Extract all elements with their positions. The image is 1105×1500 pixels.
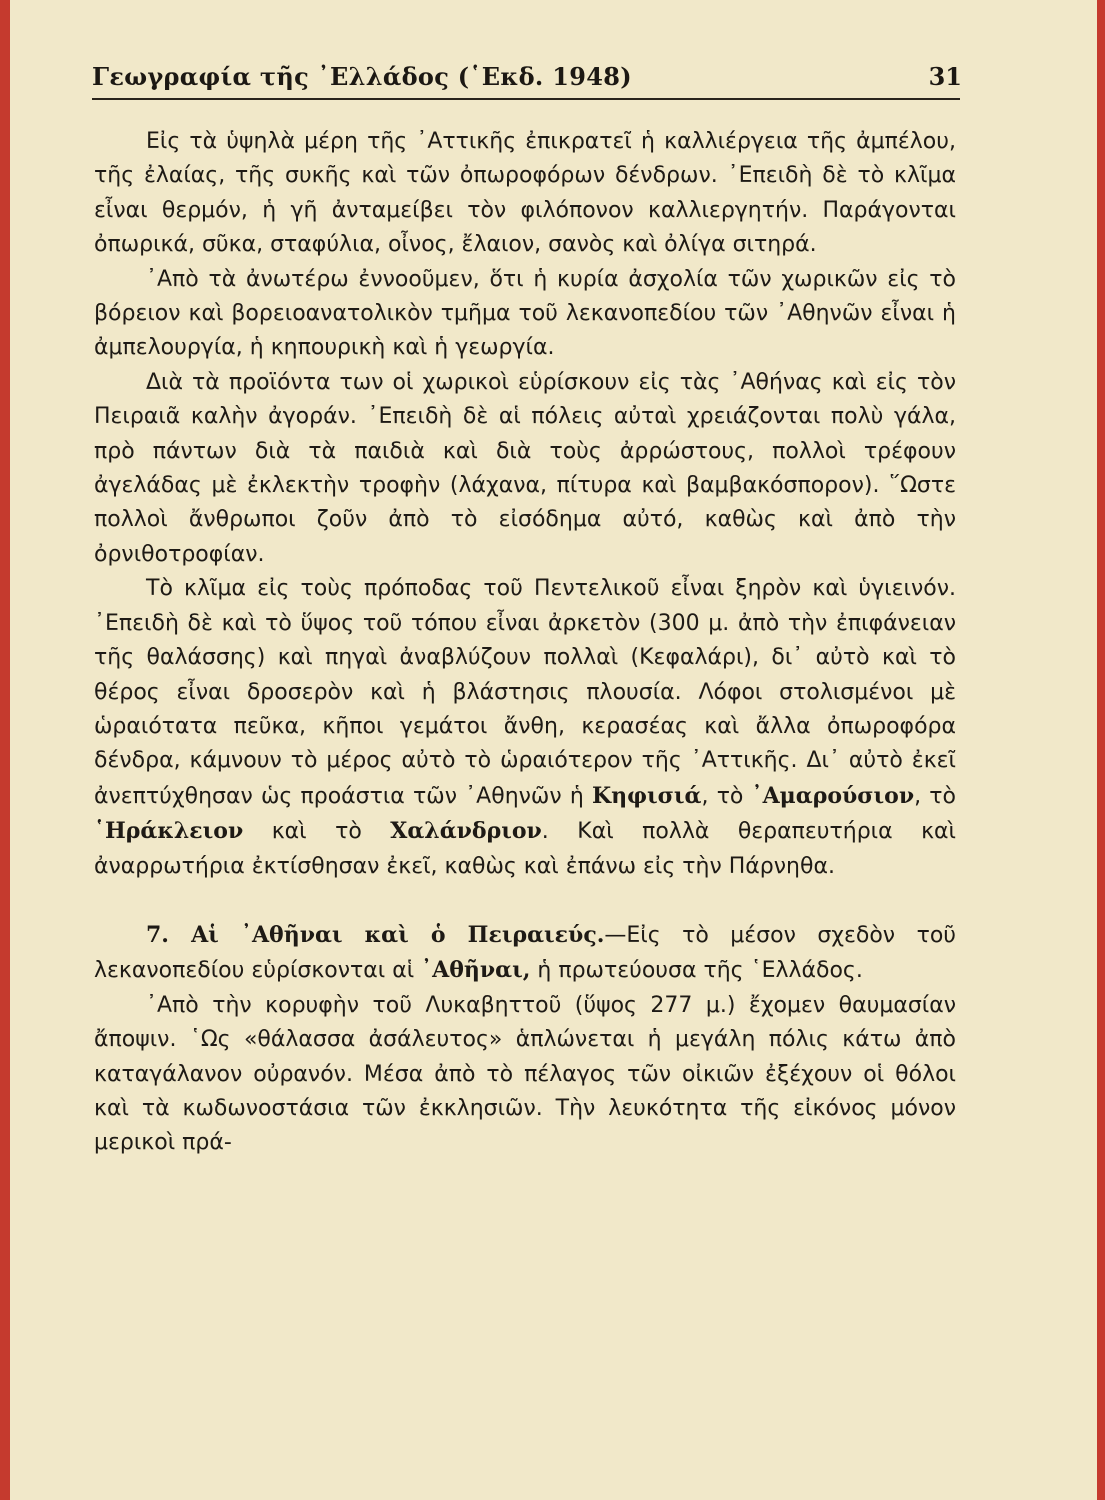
place-name: Κηφισιά	[592, 782, 702, 809]
paragraph-text: , τὸ	[701, 783, 752, 809]
header-rule	[92, 98, 960, 100]
section-text: ἡ πρωτεύουσα τῆς ῾Ελλάδος.	[530, 958, 863, 984]
page-edge-left	[0, 0, 10, 1500]
paragraph: ᾿Απὸ τὰ ἀνωτέρω ἐννοοῦμεν, ὅτι ἡ κυρία ἀσχολία τῶν χωρικῶν εἰς τὸ βόρειον καὶ βορειοανατολικὸν τμῆμα τοῦ λεκανοπεδίου τῶν ᾿Αθηνῶν εἶναι ἡ ἀμπελουργία, ἡ κηπουρικὴ καὶ ἡ γεωργία.	[94, 266, 956, 361]
paragraph-text: , τὸ	[914, 783, 957, 809]
paragraph-text: καὶ τὸ	[243, 819, 391, 845]
page-number: 31	[928, 62, 962, 91]
paragraph: ᾿Απὸ τὴν κορυφὴν τοῦ Λυκαβηττοῦ (ὕψος 277 μ.) ἔχομεν θαυμασίαν ἄποψιν. ῾Ως «θάλασσα ἀσάλευτος» ἁπλώνεται ἡ μεγάλη πόλις κάτω ἀπὸ καταγάλανον οὐρανόν. Μέσα ἀπὸ τὸ πέλαγος τῶν οἰκιῶν ἐξέχουν οἱ θόλοι καὶ τὰ κωδωνοστάσια τῶν ἐκκλησιῶν. Τὴν λευκότητα τῆς εἰκόνος μόνον μερικοὶ πρά-	[94, 992, 956, 1156]
place-name: ᾿Αμαρούσιον	[751, 782, 915, 809]
paragraph: Εἰς τὰ ὑψηλὰ μέρη τῆς ᾿Αττικῆς ἐπικρατεῖ ἡ καλλιέργεια τῆς ἀμπέλου, τῆς ἐλαίας, τῆς συκῆς καὶ τῶν ὀπωροφόρων δένδρων. ᾿Επειδὴ δὲ τὸ κλῖμα εἶναι θερμόν, ἡ γῆ ἀνταμείβει τὸν φιλόπονον καλλιεργητήν. Παράγονται ὀπωρικά, σῦκα, σταφύλια, οἶνος, ἔλαιον, σανὸς καὶ ὀλίγα σιτηρά.	[94, 129, 956, 258]
header-title: Γεωγραφία τῆς ᾿Ελλάδος (῾Εκδ. 1948)	[92, 62, 632, 91]
place-name: ᾿Αθῆναι,	[421, 957, 531, 984]
section-paragraph	[94, 918, 956, 989]
paragraph	[94, 572, 956, 884]
place-name: ῾Ηράκλειον	[94, 818, 244, 845]
paragraph: Διὰ τὰ προϊόντα των οἱ χωρικοὶ εὑρίσκουν εἰς τὰς ᾿Αθήνας καὶ εἰς τὸν Πειραιᾶ καλὴν ἀγοράν. ᾿Επειδὴ δὲ αἱ πόλεις αὐταὶ χρειάζονται πολὺ γάλα, πρὸ πάντων διὰ τὰ παιδιὰ καὶ διὰ τοὺς ἀρρώστους, πολλοὶ τρέφουν ἀγελάδας μὲ ἐκλεκτὴν τροφὴν (λάχανα, πίτυρα καὶ βαμβακόσπορον). ῞Ωστε πολλοὶ ἄνθρωποι ζοῦν ἀπὸ τὸ εἰσόδημα αὐτό, καθὼς καὶ ἀπὸ τὴν ὀρνιθοτροφίαν.	[94, 369, 956, 567]
section-text: —Εἰς τὸ μέσον σχεδὸν τοῦ λεκανοπεδίου εὑρίσκονται αἱ	[94, 922, 957, 984]
running-header	[92, 62, 962, 98]
section-heading: 7. Αἱ ᾿Αθῆναι καὶ ὁ Πειραιεύς.	[146, 921, 605, 948]
paragraph-text: . Καὶ πολλὰ θεραπευτήρια καὶ ἀναρρωτήρια ἐκτίσθησαν ἐκεῖ, καθὼς καὶ ἐπάνω εἰς τὴν Πάρνηθα.	[94, 819, 956, 879]
body-text	[94, 125, 956, 1161]
place-name: Χαλάνδριον	[390, 818, 542, 845]
page-edge-right	[1097, 0, 1105, 1500]
paragraph-text: Τὸ κλῖμα εἰς τοὺς πρόποδας τοῦ Πεντελικοῦ εἶναι ξηρὸν καὶ ὑγιεινόν. ᾿Επειδὴ δὲ καὶ τὸ ὕψος τοῦ τόπου εἶναι ἀρκετὸν (300 μ. ἀπὸ τὴν ἐπιφάνειαν τῆς θαλάσσης) καὶ πηγαὶ ἀναβλύζουν πολλαὶ (Κεφαλάρι), δι᾿ αὐτὸ καὶ τὸ θέρος εἶναι δροσερὸν καὶ ἡ βλάστησις πλουσία. Λόφοι στολισμένοι μὲ ὡραιότατα πεῦκα, κῆποι γεμάτοι ἄνθη, κερασέας καὶ ἄλλα ὀπωροφόρα δένδρα, κάμνουν τὸ μέρος αὐτὸ τὸ ὡραιότερον τῆς ᾿Αττικῆς. Δι᾿ αὐτὸ ἐκεῖ ἀνεπτύχθησαν ὡς προάστια τῶν ᾿Αθηνῶν ἡ	[94, 576, 956, 809]
